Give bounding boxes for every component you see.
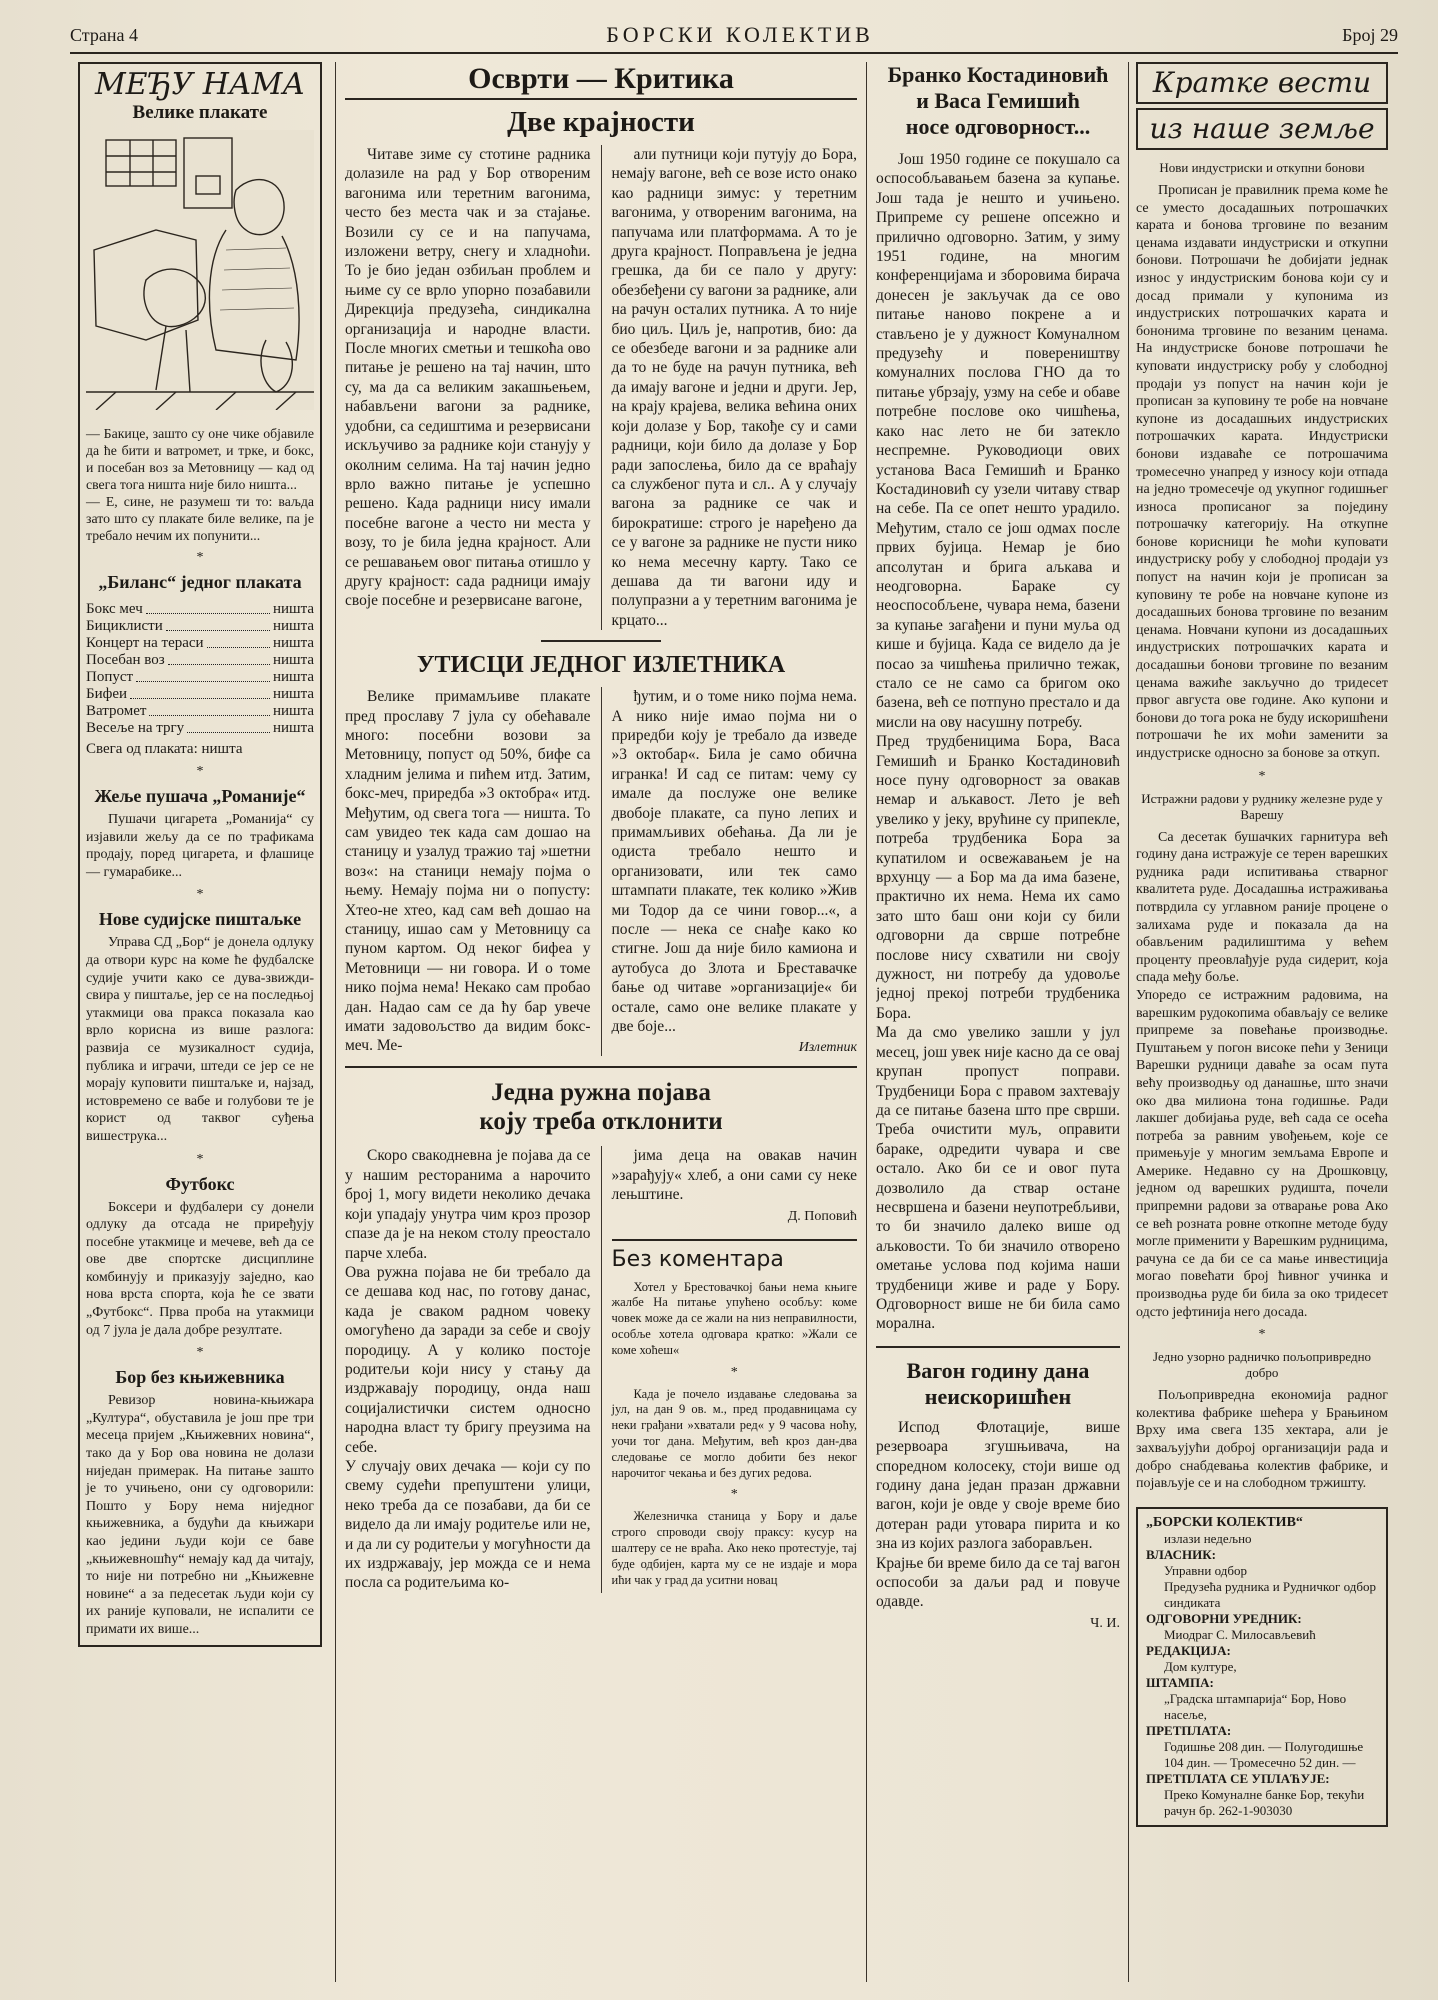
- bilans-item-label: Бициклисти: [86, 618, 163, 634]
- bilans-item-value: ништа: [272, 635, 314, 651]
- imprint-office-label: РЕДАКЦИЈА:: [1146, 1642, 1231, 1658]
- article-text: Још 1950 године се покушало са оспособљавањем базена за купање. Још тада је нешто и учињено. Припреме су решене опсежно и прилично одговорно. Затим, у зиму 1951 године, на многим конференцијама и зборовима бирача донесен је закључак да се ово питање наново покрене а и стављено је у дужност Комуналном предузећу и повереништву комуналних послова ГНО да то питање убрзају, узму на себе и обаве потребне послове око чишћења, како нас лето не би затекло неспремне. Руководиоци ових установа Васа Гемишић и Бранко Костадиновић су узели читаву ствар на себе. Па се опет нешто урадило. Међутим, стало се још одмах после првих бујица. Немар је био апсолутан и брига аљкава и неодговорна. Бараке су неоспособљене, чувара нема, базени за купање загађени и пуни муља од кише и бујица. Када се видело да је посао за чишћења прилично тежак, стало се не само са бригом око базена, већ се потпуно престало и да мисли на ову насушну потребу. Пред трудбеницима Бора, Васа Гемишић и Бранко Костадиновић носе пуну одговорност за овакав немар и аљкавост. Лето је већ увелико у јеку, врућине су припекле, потреба трудбеника Бора за купатилом и освежавањем је на врхунцу — а Бор ма да има базене, практично их нема. Нема их само зато што баш они који су били одговорни да сврше потребне послове нису схватили ни своју дужност, ни потребу да удовоље једној прекој потреби трудбеника Бора. Ма да смо увелико зашли у јул месец, још увек није касно да се овај крупан пропуст поправи. Трудбеници Бора с правом захтевају да се питање базена што пре сврши. Треба очистити муљ, оправити бараке, одредити чувара и све остало. Ако би се и овог пута дозволило да ствар остане несвршена и базени неупотребљиви, то би значило далеко више од аљковости. То би значило отворено ометање услова под којима наши трудбеници живе и раде у Бору. Одговорност више не би била само морална.: [876, 151, 1120, 1333]
- bez-komentara-note-2: Када је почело издавање следовања за јул, на дан 9 ов. м., пред продавницама су неки грађани »хватали ред« у 9 часова ноћу, уочи тог дана. Међутим, већ кроз дан-два следовање се могло добити без неког нарочитог чекања и без дугих редова.: [611, 1386, 857, 1480]
- title-line: коју треба отклонити: [479, 1108, 723, 1136]
- bilans-item-value: ништа: [272, 703, 314, 719]
- imprint-box: [1136, 1507, 1388, 1827]
- column-article: [876, 62, 1120, 1982]
- column-rule: [335, 62, 336, 1982]
- page-number: Страна 4: [70, 24, 138, 45]
- article-text-b: јима деца на овакав начин »зарађују« хлеб, а они сами су неке лењштине.: [611, 1147, 857, 1204]
- bilans-title: „Биланс“ једног плаката: [98, 572, 302, 592]
- divider: [345, 1066, 857, 1068]
- bilans-list: [86, 601, 314, 737]
- article-signature: Излетник: [798, 1040, 857, 1056]
- column-rule: [601, 1146, 602, 1592]
- bilans-item-value: ништа: [272, 669, 314, 685]
- separator-star: *: [196, 1151, 204, 1167]
- section-header: МЕЂУ НАМА: [94, 67, 306, 102]
- imprint-printer-label: ШТАМПА:: [1146, 1674, 1214, 1690]
- separator-star: *: [1258, 768, 1266, 784]
- imprint-title: „БОРСКИ КОЛЕКТИВ“: [1146, 1514, 1303, 1530]
- column-rule: [601, 687, 602, 1056]
- imprint-payment-label: ПРЕТПЛАТА СЕ УПЛАЋУЈЕ:: [1146, 1770, 1330, 1786]
- cartoon-illustration: [86, 130, 314, 410]
- title-line: Бранко Костадиновић: [887, 62, 1109, 87]
- dot-leader: [130, 686, 270, 699]
- futboks-title: Футбокс: [165, 1173, 235, 1194]
- sudije-title: Нове судијске пиштаљке: [98, 909, 302, 930]
- bilans-row: [86, 601, 314, 618]
- title-line: и Васа Гемишић: [916, 88, 1080, 113]
- article-body: [345, 145, 857, 630]
- article-text-a: Велике примамљиве плакате пред прославу 7 јула су обећавале много: посебни возови за Метовницу, попуст од 50%, бифе са хладним јелима и пићем итд. Затим, бокс-меч, приредба »3 октобра« итд. Међутим, од свега тога — ништа. То сам увидео тек када сам дошао на станицу и узалуд тражио тај »шетни воз«: на станици немају појма о њему. Немају појма ни о попусту: Хтео-не хтео, кад сам већ дошао на станицу, ишао сам у Метовницу са пуном картом. Од неког бифеа у Метовници — ни говора. И о томе нико појма нема! Некако сам пробао дан. Надао сам се да ћу бар увече имати задовољство да видим бокс-меч. Ме-: [345, 688, 591, 1055]
- article-title: УТИСЦИ ЈЕДНОГ ИЗЛЕТНИКА: [416, 652, 786, 679]
- bilans-item-value: ништа: [272, 720, 314, 736]
- article-text-b: ђутим, и о томе нико појма нема. А нико није имао појма ни о приредби коју је требало да изведе »3 октобар«. Била је само обична игранка! И сад се питам: чему су имале да послуже оне велике двобоје плакате, са пуно лепих и примамљивих обећања. Да ли је одиста требало нешто и организовати, или тек само штампати плакате, тек колико »Жив ми Тодор да се чини говор...«, а после — нека се снађе како ко стигне. Још да није било камиона и аутобуса до Злота и Бреставачке бање од читаве »организације« би остале, само оне велике плакате у две боје...: [611, 688, 857, 1036]
- bez-komentara-title: Без коментара: [611, 1246, 784, 1272]
- news-title: Једно узорно радничко пољопривредно добро: [1152, 1349, 1372, 1381]
- imprint-owner-detail: Предузећа рудника и Рудничког одбор синдиката: [1164, 1578, 1376, 1610]
- bilans-item-label: Бифеи: [86, 686, 128, 702]
- bilans-item-label: Бокс меч: [86, 601, 143, 617]
- sudije-text: Управа СД „Бор“ је донела одлуку да отвори курс на коме ће фудбалске судије учити како се дува-звижди-свира у пиштаље, јер се на последњој утакмици ова пракса показала као врло корисна из више разлога: развија се музикалност судија, публика и играчи, штеди се јер се не морају куповити пиштаљке и, најзад, истовремено се вабе и голубови те је корист од таквог суђења вишеструка...: [86, 935, 314, 1144]
- separator-star: *: [730, 1364, 738, 1380]
- imprint-subscription-label: ПРЕТПЛАТА:: [1146, 1722, 1232, 1738]
- bez-komentara-note-1: Хотел у Брестовачкој бањи нема књиге жалбе На питање упућено особљу: коме човек може да се жали на низ неправилности, особље хотела одговара кратко: »Жали се коме хоћеш«: [611, 1279, 857, 1357]
- imprint-owner: Управни одбор: [1164, 1562, 1247, 1578]
- title-line: носе одговорност...: [905, 114, 1091, 139]
- separator-star: *: [1258, 1327, 1266, 1343]
- zelje-title: Жеље пушача „Романије“: [94, 786, 306, 806]
- title-line: неискоришћен: [924, 1383, 1072, 1409]
- column-humor: [78, 62, 322, 1982]
- zelje-text: Пушачи цигарета „Романија“ су изјавили жељу да се по трафикама продају, поред цигарета, и флашице — гумарабике...: [86, 812, 314, 880]
- imprint-editor-label: ОДГОВОРНИ УРЕДНИК:: [1146, 1610, 1302, 1626]
- article-signature: Д. Поповић: [787, 1208, 857, 1224]
- bilans-item-value: ништа: [272, 618, 314, 634]
- paper-title: БОРСКИ КОЛЕКТИВ: [606, 22, 874, 47]
- separator-star: *: [196, 1345, 204, 1361]
- article-title: [345, 1078, 857, 1136]
- article-text-b: али путници који путују до Бора, немају вагоне, већ се возе исто онако као радници зимус: у теретним вагонима, у отвореним вагонима, на папучама или платформама. А то је друга крајност. Поправљена је једна грешка, да би се пало у другу: обезбеђени су вагони за раднике, али на рачун осталих путника. А то није био циљ. Циљ је, напротив, био: да се обезбеде вагони и за раднике али да то не буде на рачун путника, већ да имају вагоне и једни и други. Јер, на крају крајева, велика већина оних који долазе у Бор, такође су и сами радници, који било да долазе у Бор ради запослења, било да се враћају са службеног пута и сл.. А у случају вагона за раднике се чак и бирократише: строго је наређено да се у вагоне за раднике не пусти нико ко нема месечну карту. Тако се дешава да ти вагони иду и полупразни а у теретним вагонима је крцато...: [611, 146, 857, 629]
- bilans-item-value: ништа: [272, 686, 314, 702]
- imprint-payment: Преко Комуналне банке Бор, текући рачун бр. 262-1-903030: [1164, 1786, 1365, 1818]
- news-title: Нови индустриски и откупни бонови: [1159, 160, 1365, 175]
- imprint-office: Дом културе,: [1164, 1658, 1237, 1674]
- news-header: из наше земље: [1149, 112, 1375, 145]
- knjizevnik-title: Бор без књижевника: [115, 1367, 285, 1388]
- bilans-item-label: Ватромет: [86, 703, 147, 719]
- article-text-a: Скоро свакодневна је појава да се у нашим ресторанима а нарочито број 1, могу видети неколико дечака који упадају унутра чим кроз прозор спазе да је на неком столу преостало парче хлеба. Ова ружна појава не би требало да се дешава код нас, по готову данас, када је сваком радном човеку омогућено да заради за себе и своју породицу. А у колико постоје родитељи који нису у стању да издржавају породицу, онда наш социјалистички систем односно народна власт ту бригу преузима на себе. У случају ових дечака — који су по свему судећи препуштени улици, неко треба да се позабави, да би се видело да ли имају родитеље или не, и да ли су родитељи у могућности да их издржавају, јер можда се и нема посла са родитељима ко-: [345, 1147, 591, 1592]
- bilans-item-value: ништа: [272, 601, 314, 617]
- bez-komentara-box: [612, 1239, 858, 1589]
- imprint-owner-label: ВЛАСНИК:: [1146, 1546, 1216, 1562]
- news-header-box: [1136, 62, 1388, 104]
- news-text: Прописан је правилник према коме ће се уместо досадашњих потрошачких карата и бонова трговине по везаним ценама издавати индустриски и откупни бонови. Потрошачи ће добијати једнак износ у индустриским бонова који су и досад примали у купонима из индустриских потрошачких карата и бононима трговине по везаним ценама. На индустриске бонове потрошачи ће куповати индустриску робу у слободној продаји уз попуст на начин који је прописан за куповину те робе на новчане купоне из досадашњих индустриских потрошачких карата. Индустриски бонови издаваће се потрошачима тромесечно унапред у износу који отпада на једно тромесечје од укупног годишњег износа прописаног за поједину потрошачку категорију. На откупне бонове корисници ће моћи куповати индустриску робу у слободној продаји уз попуст на начин који је прописан за куповину те робе на новчане купоне из досадашњих бонова трговине по везаним ценама. Новчани купони из досадашњих индустриских потрошачких карата и досадашњи бонови трговине по везаним ценама важиће закључно до тридесет првог августа ове године. Ако купони и бонови до тога рока не буду искоришћени потрошачи ће их моћи заменити за индустриске односно за бонове за откуп.: [1136, 183, 1388, 761]
- bilans-item-label: Попуст: [86, 669, 134, 685]
- news-text: Пољопривредна економија радног колектива фабрике шећера у Брањином Врху има свега 135 хектара, али је захваљујући доброј организацији рада и добро снабдевања колектив фабрике, и појављује се и на слободном тржишту.: [1136, 1388, 1388, 1492]
- column-rule: [866, 62, 867, 1982]
- dot-leader: [149, 703, 270, 716]
- news-text: Са десетак бушачких гарнитура већ годину дана истражује се терен варешких рудника ради испитивања стварног квалитета руде. Досадашња истраживања потврдила су углавном раније процене о залихама руде и показала да на обављеним радилиштима у већем проценту преовлађује руда сидерит, која спада међу боље. Упоредо се истражним радовима, на варешким рудокопима обављају се велике припреме за повећање производње. Пуштањем у погон високе пећи у Зеници Варешки рудници даваће за осам пута већу производњу од данашње, што значи око два милиона тона годишње. Ради лакшег добијања руде, већ сада се осећа потреба за равним увођењем, које се примењује у многим земљама Европе и Америке. Недавно су на Дрошковцу, једном од варешких рудишта, почели припремни радови за отварање рова Ако се већ розната ровне откопне методе буду могле применити у Варешким рудницима, рачуна се да би се са мање инвестиција могао повећати број ћивног учинка и производња руде би била за око тридесет одсто јефтинија него досада.: [1136, 829, 1388, 1320]
- bilans-item-label: Посебан воз: [86, 652, 165, 668]
- dot-leader: [136, 669, 270, 682]
- dot-leader: [187, 720, 270, 733]
- imprint-editor: Миодраг С. Милосављевић: [1164, 1626, 1316, 1642]
- cartoon-box: [78, 62, 322, 1647]
- separator-star: *: [196, 764, 204, 779]
- cartoon-caption: — Бакице, зашто су оне чике објавиле да ће бити и ватромет, и трке, и бокс, и посебан воз за Метовницу — кад од свега тога ништа није било ништа... — Е, сине, не разумеш ти то: ваљда зато што су плакате биле велике, па је требало нечим их попунити...: [86, 426, 314, 543]
- masthead: [70, 18, 1398, 54]
- bilans-row: [86, 652, 314, 669]
- article-signature: Ч. И.: [1090, 1615, 1120, 1631]
- bilans-total: Свега од плаката: ништа: [86, 741, 243, 757]
- bilans-row: [86, 686, 314, 703]
- separator-star: *: [196, 550, 204, 565]
- bilans-row: [86, 618, 314, 635]
- news-title: Истражни радови у руднику железне руде у Варешу: [1141, 790, 1383, 822]
- section-title: Осврти — Критика: [345, 62, 857, 100]
- title-line: Једна ружна појава: [491, 1079, 711, 1107]
- bilans-row: [86, 720, 314, 737]
- bilans-item-value: ништа: [272, 652, 314, 668]
- knjizevnik-text: Ревизор новина-књижара „Култура“, обуставила је још пре три месеца пријем „Књижевних новина“, тако да у Бор ова новина не долази ниједан примерак. На питање зашто је то учињено, они су одговорили: Пошто у Бору нема ниједног књижевника, а будући да књижари као једини људи који се баве „књижевношћу“ немају кад да читају, то није ни потребно ни „Књижевне новине“ а за педесетак људи који су их раније куповали, не испалити се примати их више...: [86, 1393, 314, 1637]
- article-text-a: Читаве зиме су стотине радника долазиле на рад у Бор отвореним вагонима или теретним вагонима, често без места чак и за стајање. Возили су се и на папучама, изложени ветру, снегу и хладноћи. То је био један озбиљан проблем и њиме су се врло упорно позабавили Дирекција предузећа, синдикална организација и народне власти. После многих сметњи и тешкоћа ово питање је решено на тај начин, што су, ма да са великим закашњењем, набављени вагони за раднике, удобни, са седиштима и резервисани искључиво за раднике који станују у околним селима. На тај начин једно врло важно питање је успешно решено. Када радници нису имали посебне вагоне а често ни места у возу, то је била једна крајност. Али се решавањем овог питања отишло у другу крајност: сада радници имају своје посебне и резервисане вагоне,: [345, 146, 591, 610]
- news-header-box: [1136, 108, 1388, 150]
- dot-leader: [146, 601, 270, 614]
- bilans-item-label: Весеље на тргу: [86, 720, 185, 736]
- article-title: [876, 62, 1120, 140]
- article-text: Испод Флотације, више резервоара згушњивача, на споредном колосеку, стоји више од годину дана један празан државни вагон, који је овде у своје време био дотеран ради утовара пирита и ко зна из којих разлога заборављен. Крајње би време било да се тај вагон оспособи за даљи рад и повуче одавде.: [876, 1418, 1120, 1611]
- imprint-frequency: излази недељно: [1164, 1530, 1252, 1546]
- dot-leader: [168, 652, 270, 665]
- bilans-row: [86, 635, 314, 652]
- separator-star: *: [196, 887, 204, 903]
- divider: [541, 640, 661, 642]
- dot-leader: [166, 618, 270, 631]
- article-body: [345, 1146, 857, 1592]
- center-block: [345, 62, 857, 1982]
- bez-komentara-note-3: Железничка станица у Бору и даље строго спроводи своју праксу: кусур на шалтеру се не враћа. Ако неко протестује, тај буде одбијен, карта му се не издаје и мора ићи чак у град да уситни новац: [611, 1509, 857, 1587]
- bilans-row: [86, 703, 314, 720]
- article-title: Две крајности: [507, 106, 695, 138]
- divider: [876, 1346, 1120, 1348]
- news-header: Кратке вести: [1152, 66, 1372, 99]
- column-news: [1136, 62, 1388, 1982]
- column-rule: [601, 145, 602, 630]
- article-body: [345, 687, 857, 1056]
- dot-leader: [207, 635, 270, 648]
- futboks-text: Боксери и фудбалери су донели одлуку да отсада не приређују посебне утакмице и мечеве, већ да се ове две спортске дисциплине комбинују и приказују заједно, као нова врста спорта, која ће се звати „Футбокс“. Прва проба на утакмици од 7 јула је дала добре резултате.: [86, 1199, 314, 1338]
- article-title: [876, 1358, 1120, 1410]
- title-line: Вагон годину дана: [906, 1357, 1090, 1383]
- separator-star: *: [730, 1487, 738, 1503]
- issue-number: Број 29: [1342, 24, 1398, 45]
- imprint-printer: „Градска штампарија“ Бор, Ново насеље,: [1164, 1690, 1347, 1722]
- imprint-subscription: Годишње 208 дин. — Полугодишње 104 дин. — Тромесечно 52 дин. —: [1164, 1738, 1364, 1770]
- bilans-item-label: Концерт на тераси: [86, 635, 204, 651]
- cartoon-title: Велике плакате: [132, 102, 268, 123]
- bilans-row: [86, 669, 314, 686]
- column-rule: [1128, 62, 1129, 1982]
